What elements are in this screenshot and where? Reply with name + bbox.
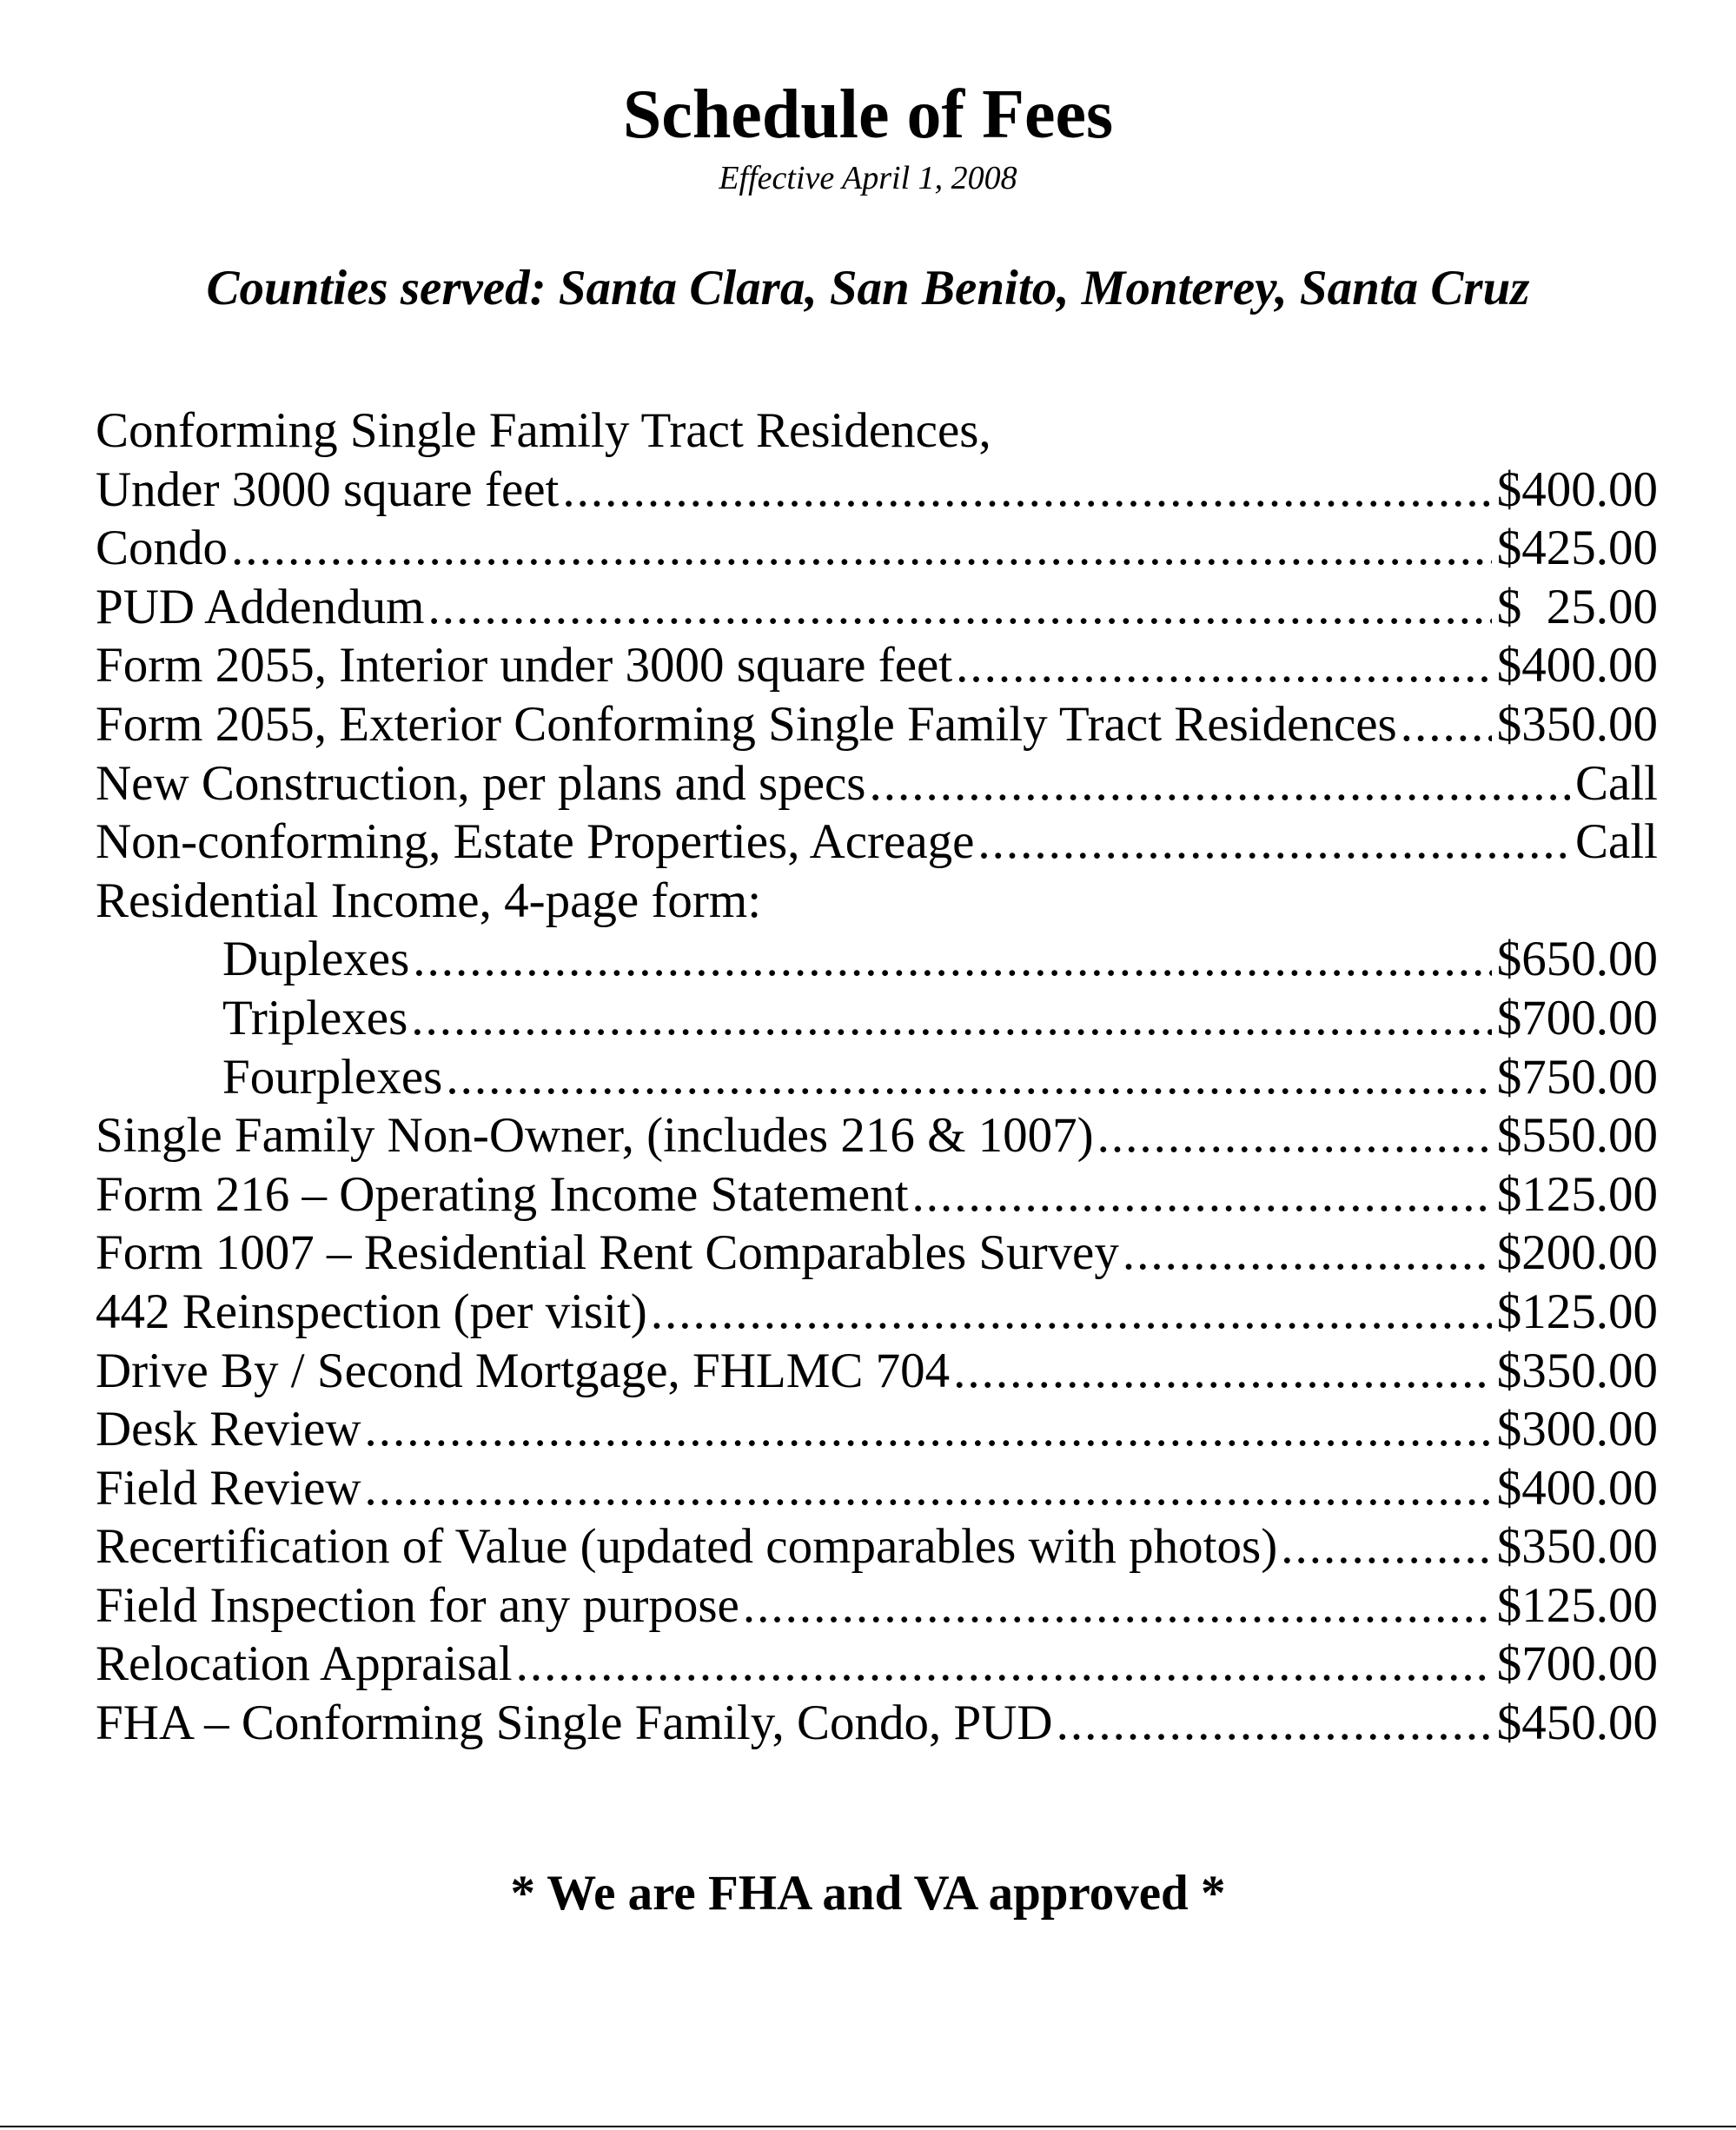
dot-leader <box>516 1635 1492 1694</box>
fee-price: $450.00 <box>1496 1695 1658 1751</box>
fee-row <box>96 519 1658 578</box>
fee-row-sub <box>96 989 1658 1048</box>
dot-leader <box>651 1283 1492 1342</box>
bottom-divider <box>0 2126 1736 2127</box>
dot-leader <box>977 813 1570 872</box>
fee-price: $ 25.00 <box>1496 579 1658 634</box>
fee-label: Field Review <box>96 1460 361 1516</box>
fee-label: Under 3000 square feet <box>96 461 560 517</box>
fee-row <box>96 1165 1658 1224</box>
dot-leader <box>1097 1106 1492 1165</box>
fee-row <box>96 1635 1658 1694</box>
fee-label: Residential Income, 4-page form: <box>96 873 762 928</box>
fee-label: Conforming Single Family Tract Residences, <box>96 403 991 458</box>
fee-row-heading <box>96 401 1658 461</box>
dot-leader <box>1401 695 1492 754</box>
dot-leader <box>411 989 1492 1048</box>
fee-price: $750.00 <box>1496 1049 1658 1105</box>
dot-leader <box>446 1048 1491 1107</box>
fee-label: New Construction, per plans and specs <box>96 755 866 811</box>
dot-leader <box>231 519 1492 578</box>
fee-price: $350.00 <box>1496 1519 1658 1575</box>
counties-served: Counties served: Santa Clara, San Benito, Monterey, Santa Cruz <box>206 261 1530 315</box>
fee-row <box>96 636 1658 695</box>
dot-leader <box>413 930 1491 989</box>
fee-price: $125.00 <box>1496 1284 1658 1339</box>
dot-leader <box>953 1342 1492 1401</box>
fee-price: $400.00 <box>1496 1460 1658 1516</box>
page-title: Schedule of Fees <box>622 76 1114 153</box>
fee-row <box>96 695 1658 754</box>
dot-leader <box>743 1576 1492 1636</box>
fee-label: Single Family Non-Owner, (includes 216 & 1007) <box>96 1108 1094 1164</box>
fee-row <box>96 461 1658 520</box>
fee-price: $425.00 <box>1496 521 1658 576</box>
dot-leader <box>365 1459 1492 1518</box>
fee-row-sub <box>96 930 1658 989</box>
fee-row <box>96 1342 1658 1401</box>
fee-row <box>96 1283 1658 1342</box>
fee-row <box>96 1106 1658 1165</box>
fee-price: Call <box>1575 814 1658 870</box>
dot-leader <box>365 1400 1492 1459</box>
dot-leader <box>427 578 1491 637</box>
fee-label: Form 1007 – Residential Rent Comparables Survey <box>96 1225 1119 1281</box>
dot-leader <box>912 1165 1492 1224</box>
fee-label: Recertification of Value (updated comparables with photos) <box>96 1519 1278 1575</box>
fee-label: FHA – Conforming Single Family, Condo, PUD <box>96 1695 1053 1751</box>
fee-label: Field Inspection for any purpose <box>96 1577 739 1633</box>
fee-price: $550.00 <box>1496 1108 1658 1164</box>
fee-row <box>96 578 1658 637</box>
fee-row <box>96 754 1658 813</box>
fee-price: $650.00 <box>1496 932 1658 987</box>
dot-leader <box>1123 1224 1492 1283</box>
fee-label: Form 2055, Interior under 3000 square feet <box>96 638 953 693</box>
fee-row <box>96 1517 1658 1576</box>
fee-label: Form 216 – Operating Income Statement <box>96 1166 909 1222</box>
fee-price: $125.00 <box>1496 1577 1658 1633</box>
fee-label: Condo <box>96 521 229 576</box>
fee-label: Non-conforming, Estate Properties, Acreage <box>96 814 975 870</box>
fee-price: Call <box>1575 755 1658 811</box>
fee-label: 442 Reinspection (per visit) <box>96 1284 647 1339</box>
fee-price: $700.00 <box>1496 1636 1658 1692</box>
dot-leader <box>956 636 1492 695</box>
fee-label: Form 2055, Exterior Conforming Single Family Tract Residences <box>96 696 1397 752</box>
approval-note: * We are FHA and VA approved * <box>510 1866 1226 1921</box>
fee-price: $350.00 <box>1496 1343 1658 1398</box>
fee-row-sub <box>96 1048 1658 1107</box>
fee-price: $200.00 <box>1496 1225 1658 1281</box>
fee-price: $350.00 <box>1496 696 1658 752</box>
dot-leader <box>562 461 1491 520</box>
fee-row-heading <box>96 872 1658 931</box>
fee-row <box>96 1400 1658 1459</box>
fee-row <box>96 1459 1658 1518</box>
fee-row <box>96 1576 1658 1636</box>
fee-label: Duplexes <box>222 932 410 987</box>
fee-label: PUD Addendum <box>96 579 425 634</box>
fee-label: Triplexes <box>222 990 408 1045</box>
fee-price: $300.00 <box>1496 1402 1658 1457</box>
fee-row <box>96 1224 1658 1283</box>
fee-list <box>96 401 1658 1753</box>
fee-price: $400.00 <box>1496 638 1658 693</box>
fee-label: Drive By / Second Mortgage, FHLMC 704 <box>96 1343 951 1398</box>
dot-leader <box>1057 1694 1492 1753</box>
effective-date: Effective April 1, 2008 <box>719 160 1017 196</box>
fee-label: Fourplexes <box>222 1049 443 1105</box>
fee-row <box>96 813 1658 872</box>
fee-label: Relocation Appraisal <box>96 1636 513 1692</box>
dot-leader <box>869 754 1570 813</box>
fee-label: Desk Review <box>96 1402 361 1457</box>
fee-price: $700.00 <box>1496 990 1658 1045</box>
fee-row <box>96 1694 1658 1753</box>
fee-price: $400.00 <box>1496 461 1658 517</box>
dot-leader <box>1281 1517 1492 1576</box>
fee-price: $125.00 <box>1496 1166 1658 1222</box>
